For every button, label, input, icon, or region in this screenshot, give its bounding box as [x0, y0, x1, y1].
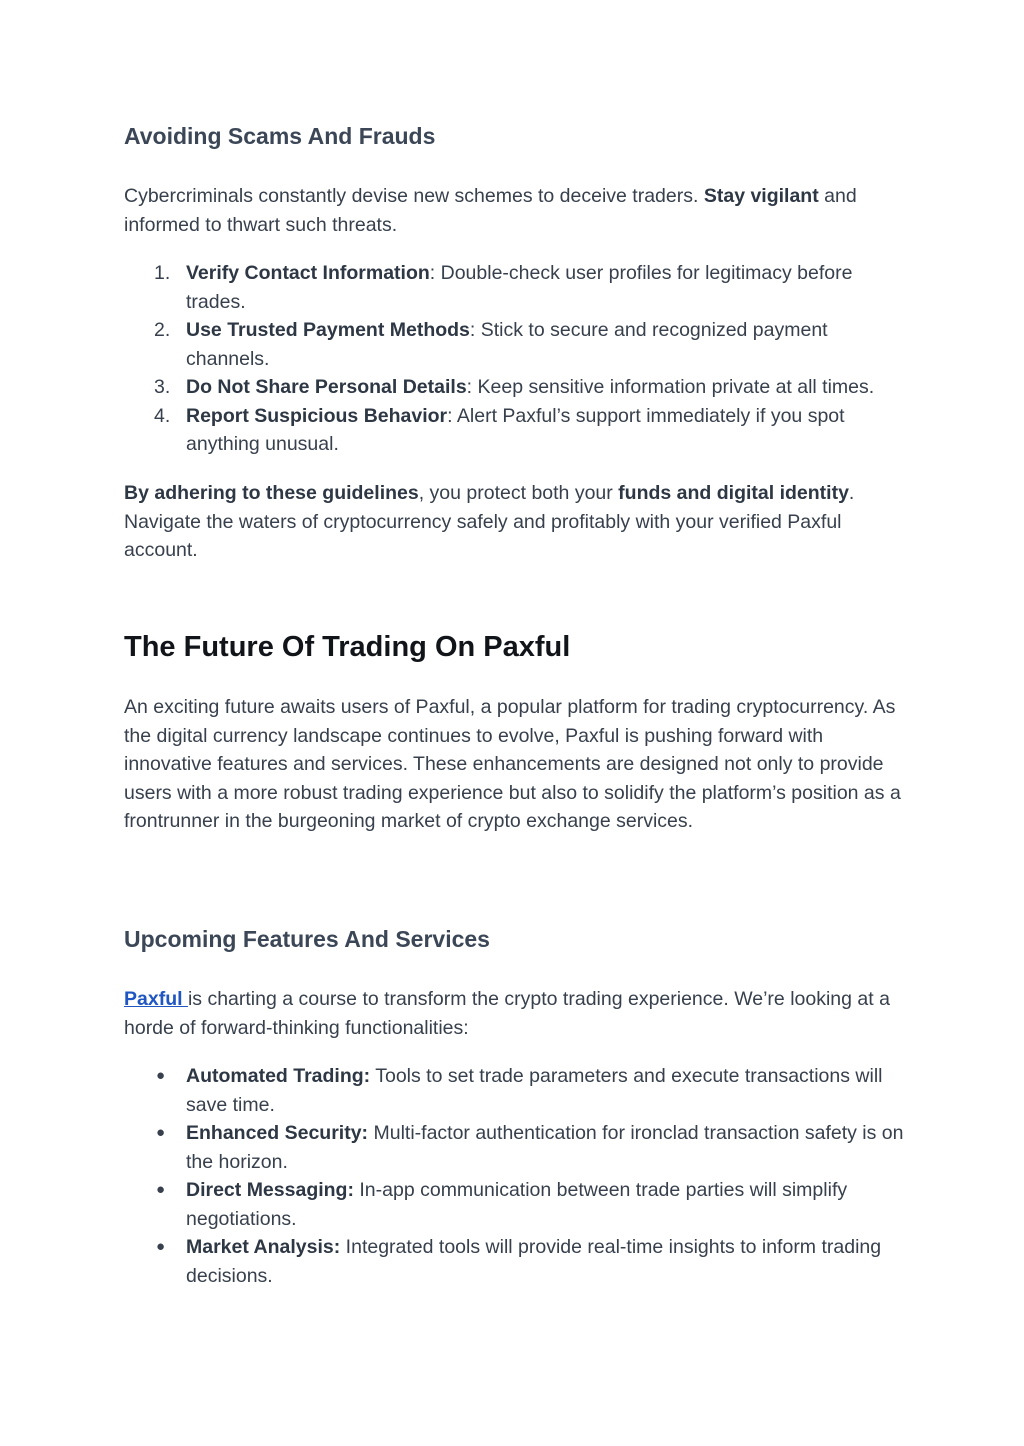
upcoming-intro-text: is charting a course to transform the crypto trading experience. We’re looking at a horde of forward-thinking functionalities:: [124, 988, 890, 1039]
list-item: [124, 1119, 904, 1176]
list-item-title: Automated Trading:: [186, 1065, 371, 1087]
list-item: [124, 316, 904, 373]
upcoming-intro-paragraph: [124, 985, 904, 1042]
section-heading-future-of-trading: [124, 631, 570, 664]
intro-bold: Stay vigilant: [703, 185, 819, 207]
closing-paragraph: [124, 479, 904, 565]
closing-text-end: . Navigate the waters of cryptocurrency safely and profitably with your verified Paxful account.: [124, 482, 855, 561]
list-item-title: Direct Messaging:: [186, 1179, 354, 1201]
list-item-title: Market Analysis:: [186, 1236, 341, 1258]
list-item-text: In-app communication between trade parties will simplify negotiations.: [186, 1179, 848, 1230]
intro-text: Cybercriminals constantly devise new schemes to deceive traders.: [124, 185, 704, 207]
list-item-text: : Double-check user profiles for legitimacy before trades.: [186, 262, 853, 313]
list-number: 2.: [154, 319, 171, 341]
list-item-text: Tools to set trade parameters and execute transactions will save time.: [186, 1065, 883, 1116]
list-item: [124, 1062, 904, 1119]
intro-paragraph: [124, 182, 904, 239]
list-number: 4.: [154, 404, 171, 427]
heading-text: The Future Of Trading On Paxful: [124, 631, 571, 663]
bullet-icon: ●: [156, 1067, 166, 1084]
bullet-icon: ●: [156, 1181, 166, 1198]
list-item: [124, 1176, 904, 1233]
list-item-text: : Alert Paxful’s support immediately if you spot anything unusual.: [186, 404, 845, 455]
future-paragraph: An exciting future awaits users of Paxful, a popular platform for trading cryptocurrency. As the digital currency landscape continues to evolve, Paxful is pushing forward with innovative features and services. These enhancements are designed not only to provide users with a more robust trading experience but also to solidify the platform’s position as a frontrunner in the burgeoning market of crypto exchange services.: [124, 696, 901, 832]
list-number: 3.: [154, 376, 171, 398]
list-item-text: Integrated tools will provide real-time insights to inform trading decisions.: [186, 1236, 882, 1287]
list-item: [124, 402, 904, 459]
list-item: [124, 373, 904, 402]
list-item-title: Verify Contact Information: [186, 262, 430, 284]
list-item-title: Enhanced Security:: [186, 1122, 369, 1144]
list-item-text: : Stick to secure and recognized payment channels.: [186, 319, 828, 370]
section-heading-avoiding-scams: Avoiding Scams And Frauds: [124, 123, 436, 149]
list-item-title: Do Not Share Personal Details: [186, 376, 467, 398]
list-item-text: : Keep sensitive information private at all times.: [466, 376, 875, 398]
list-item-title: Use Trusted Payment Methods: [186, 319, 470, 341]
scam-tips-list: [124, 259, 904, 459]
section-heading-upcoming-features: Upcoming Features And Services: [124, 926, 490, 952]
list-item: [124, 1233, 904, 1290]
intro-text-end: and informed to thwart such threats.: [124, 185, 857, 236]
features-list: [124, 1062, 904, 1290]
closing-bold-guidelines: By adhering to these guidelines: [124, 482, 419, 504]
list-item-title: Report Suspicious Behavior: [186, 404, 448, 427]
list-number: 1.: [154, 262, 171, 284]
bullet-icon: ●: [156, 1238, 166, 1255]
list-item: [124, 259, 904, 316]
closing-text: , you protect both your: [418, 482, 619, 504]
list-item-text: Multi-factor authentication for ironclad transaction safety is on the horizon.: [186, 1122, 904, 1173]
paxful-link[interactable]: Paxful: [124, 988, 188, 1010]
bullet-icon: ●: [156, 1124, 166, 1141]
closing-bold-funds: funds and digital identity: [618, 482, 849, 504]
